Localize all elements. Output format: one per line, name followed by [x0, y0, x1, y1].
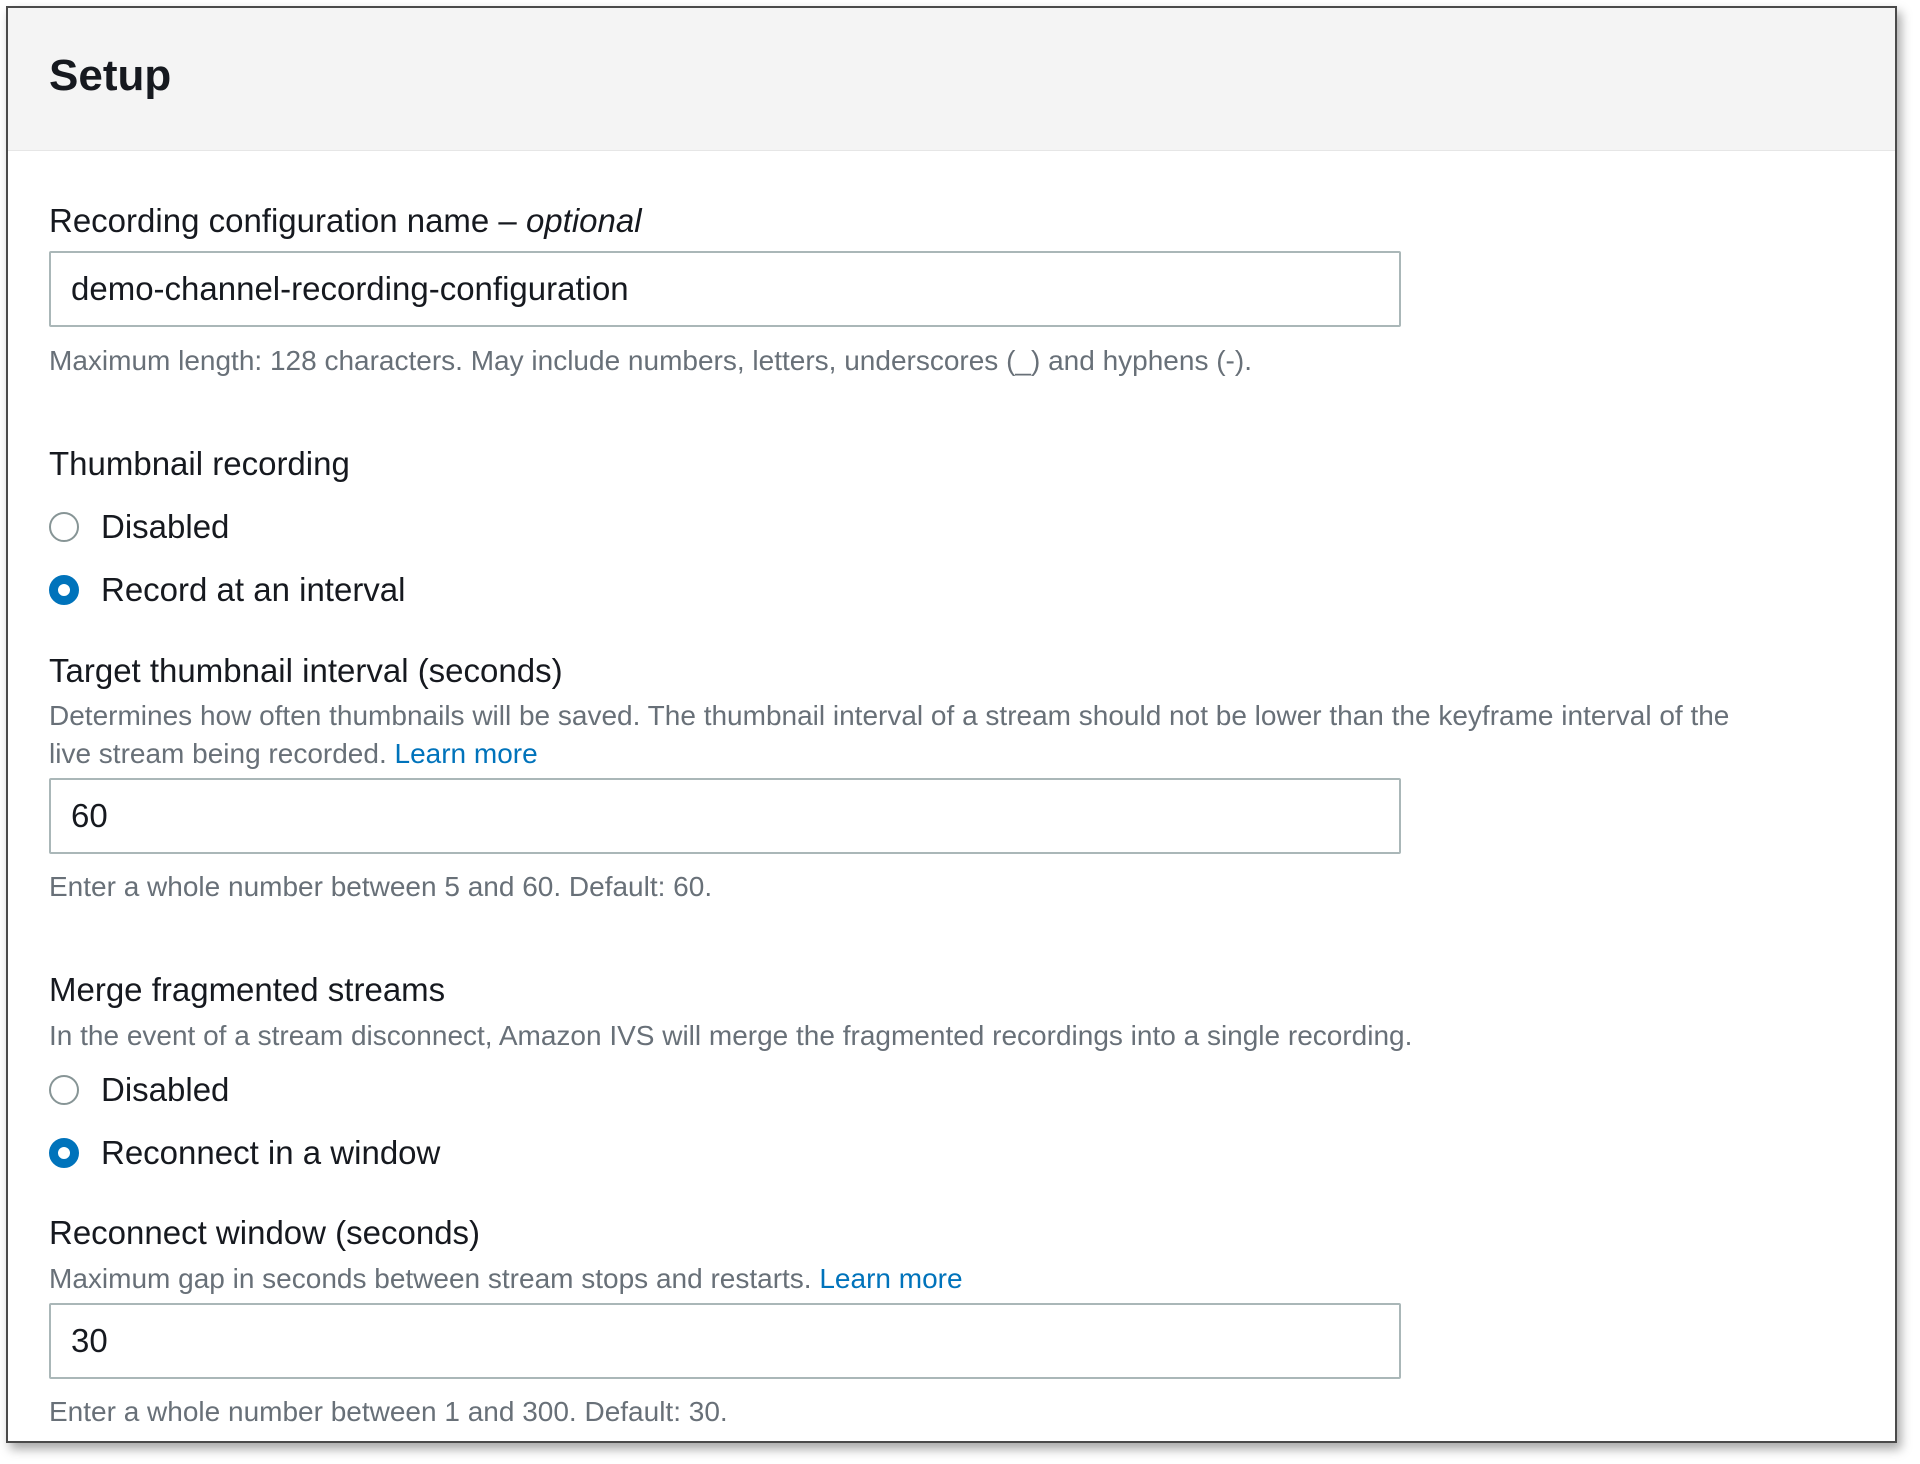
thumbnail-interval-label: Target thumbnail interval (seconds)	[49, 652, 563, 689]
radio-label: Record at an interval	[101, 571, 406, 608]
recording-name-label-text: Recording configuration name –	[49, 202, 526, 239]
thumbnail-interval-input[interactable]	[49, 778, 1401, 854]
radio-button-selected[interactable]	[49, 575, 79, 605]
thumbnail-option-disabled[interactable]	[49, 507, 229, 547]
recording-name-hint: Maximum length: 128 characters. May include numbers, letters, underscores (_) and hyphens (-).	[49, 345, 1252, 376]
recording-name-label	[49, 201, 642, 241]
radio-button[interactable]	[49, 1075, 79, 1105]
thumbnail-interval-description-line1: Determines how often thumbnails will be saved. The thumbnail interval of a stream should not be lower than the keyframe interval of the	[49, 700, 1730, 731]
learn-more-link[interactable]: Learn more	[394, 738, 538, 769]
reconnect-window-description	[49, 1260, 963, 1298]
setup-panel	[6, 6, 1897, 1443]
thumbnail-interval-hint: Enter a whole number between 5 and 60. Default: 60.	[49, 871, 713, 902]
radio-label: Disabled	[101, 1071, 230, 1108]
panel-title: Setup	[49, 51, 172, 100]
merge-streams-description: In the event of a stream disconnect, Amazon IVS will merge the fragmented recordings into a single recording.	[49, 1020, 1413, 1051]
thumbnail-option-record-interval[interactable]	[49, 570, 406, 610]
reconnect-window-hint: Enter a whole number between 1 and 300. Default: 30.	[49, 1396, 728, 1427]
merge-streams-label: Merge fragmented streams	[49, 971, 446, 1008]
panel-header	[8, 8, 1895, 151]
recording-name-input[interactable]	[49, 251, 1401, 327]
thumbnail-interval-description-line2	[49, 735, 538, 773]
merge-option-reconnect-window[interactable]	[49, 1133, 440, 1173]
optional-tag: optional	[525, 202, 642, 239]
radio-label: Reconnect in a window	[101, 1134, 441, 1171]
thumbnail-recording-label: Thumbnail recording	[49, 445, 350, 482]
reconnect-window-label: Reconnect window (seconds)	[49, 1214, 481, 1251]
reconnect-window-input[interactable]	[49, 1303, 1401, 1379]
description-text: Maximum gap in seconds between stream stops and restarts.	[49, 1263, 820, 1294]
learn-more-link[interactable]: Learn more	[819, 1263, 963, 1294]
radio-label: Disabled	[101, 508, 230, 545]
radio-button-selected[interactable]	[49, 1138, 79, 1168]
radio-button[interactable]	[49, 512, 79, 542]
merge-option-disabled[interactable]	[49, 1070, 229, 1110]
description-text: live stream being recorded.	[49, 738, 395, 769]
